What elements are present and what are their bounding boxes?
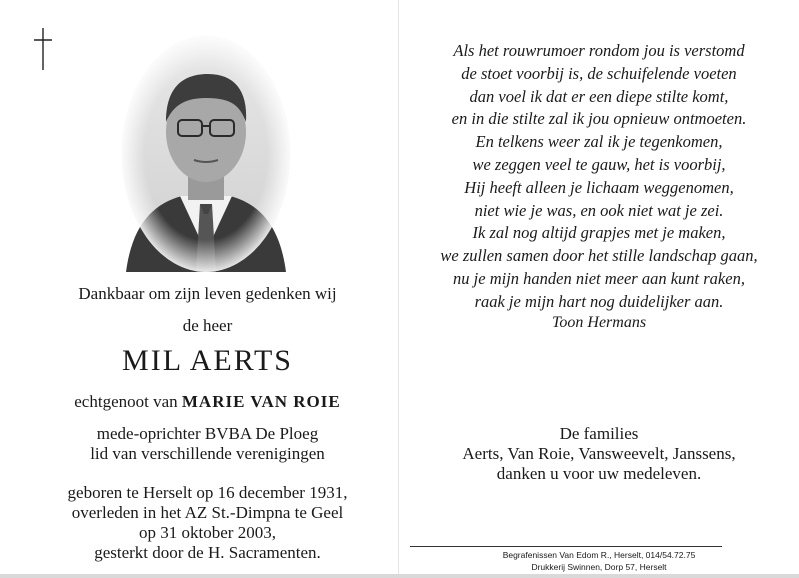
poem-line: de stoet voorbij is, de schuifelende voeten (461, 63, 737, 83)
families-line: danken u voor uw medeleven. (496, 464, 702, 483)
poem (404, 40, 794, 314)
poem-line: nu je mijn handen niet meer aan kunt raken, (453, 268, 745, 288)
poem-line: Hij heeft alleen je lichaam weggenomen, (464, 177, 734, 197)
printer-block (404, 549, 794, 573)
life-line: geboren te Herselt op 16 december 1931, (67, 483, 348, 502)
life-line: gesterkt door de H. Sacramenten. (94, 543, 321, 562)
poem-line: Als het rouwrumoer rondom jou is verstomd (453, 41, 745, 60)
spouse-prefix: echtgenoot van (74, 392, 178, 411)
printer-divider (410, 546, 722, 547)
spouse-name: MARIE VAN ROIE (181, 392, 341, 411)
poem-line: niet wie je was, en ook niet wat je zei. (474, 200, 724, 220)
families-line: De families (559, 424, 639, 443)
life-line: overleden in het AZ St.-Dimpna te Geel (71, 503, 344, 522)
cross-icon (32, 26, 54, 72)
poem-line: En telkens weer zal ik je tegenkomen, (475, 132, 723, 152)
poem-line: en in die stilte zal ik jou opnieuw ontmoeten. (451, 109, 747, 129)
life-block (20, 483, 395, 563)
poem-line: raak je mijn hart nog duidelijker aan. (474, 291, 724, 311)
spouse-line (20, 392, 395, 412)
portrait-photo (122, 36, 290, 272)
poem-line: Ik zal nog altijd grapjes met je maken, (472, 223, 726, 243)
card-bottom-edge (0, 574, 799, 578)
poem-line: we zeggen veel te gauw, het is voorbij, (472, 154, 726, 174)
poet-name: Toon Hermans (551, 314, 647, 331)
families-block (404, 424, 794, 484)
roles-block (20, 424, 395, 464)
role-line: mede-oprichter BVBA De Ploeg (96, 424, 319, 443)
life-line: op 31 oktober 2003, (139, 523, 276, 542)
honorific: de heer (182, 316, 233, 335)
printer-line: Drukkerij Swinnen, Dorp 57, Herselt (531, 562, 667, 572)
printer-line: Begrafenissen Van Edom R., Herselt, 014/54.72.75 (502, 550, 696, 560)
role-line: lid van verschillende verenigingen (90, 444, 325, 463)
poem-line: we zullen samen door het stille landschap gaan, (440, 246, 758, 266)
families-line: Aerts, Van Roie, Vansweevelt, Janssens, (462, 444, 736, 463)
poem-line: dan voel ik dat er een diepe stilte komt, (469, 86, 729, 106)
thanks-line: Dankbaar om zijn leven gedenken wij (78, 284, 337, 303)
card-fold (398, 0, 399, 578)
deceased-name: MIL AERTS (122, 344, 293, 377)
